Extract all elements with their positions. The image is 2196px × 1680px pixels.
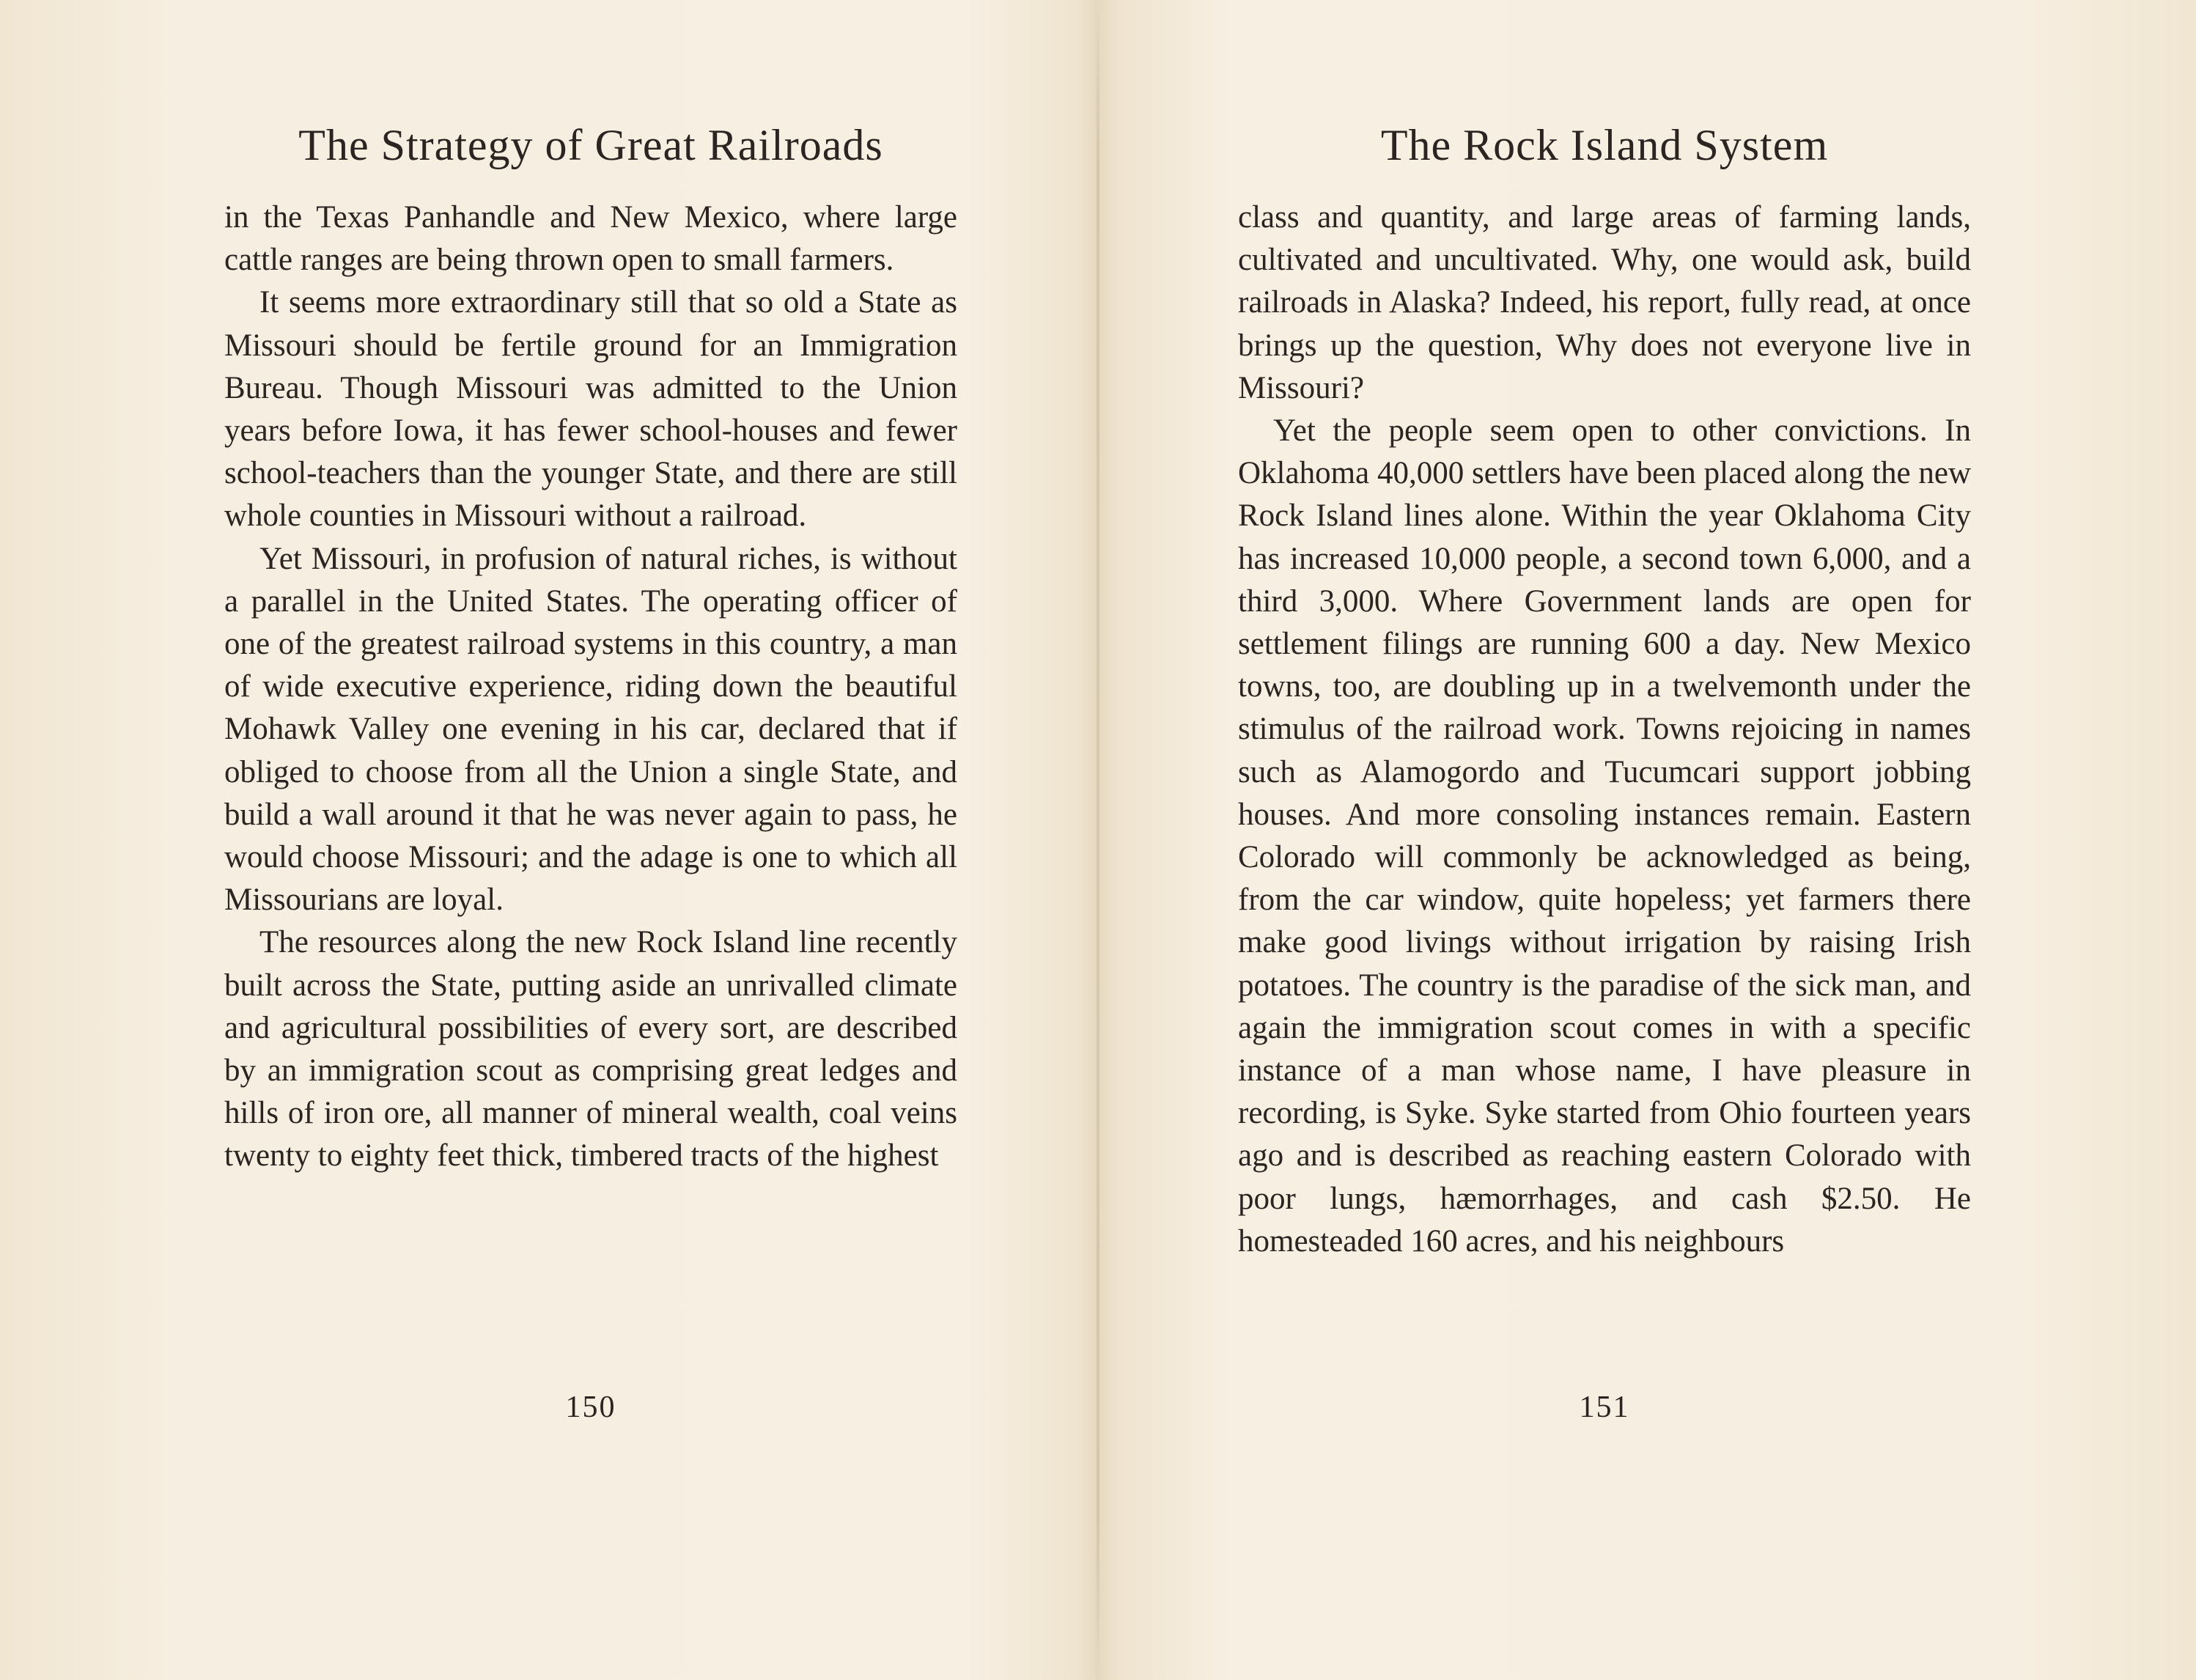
right-running-head: The Rock Island System <box>1380 121 1829 169</box>
left-page-body <box>224 196 957 1178</box>
right-page-body <box>1238 196 1971 1263</box>
right-page-number: 151 <box>1579 1390 1630 1424</box>
left-paragraph-1: in the Texas Panhandle and New Mexico, where large cattle ranges are being thrown open to small farmers. <box>224 200 957 278</box>
right-paragraph-2: Yet the people seem open to other convictions. In Oklahoma 40,000 settlers have been placed along the new Rock Island lines alone. Within the year Oklahoma City has increased 10,000 people, a second town 6,000, and a third 3,000. Where Government lands are open for settlement filings are running 600 a day. New Mexico towns, too, are doubling up in a twelvemonth under the stimulus of the railroad work. Towns rejoicing in names such as Alamogordo and Tucumcari support jobbing houses. And more consoling instances remain. Eastern Colorado will commonly be acknowledged as being, from the car window, quite hopeless; yet farmers there make good livings without irrigation by raising Irish potatoes. The country is the paradise of the sick man, and again the immigration scout comes in with a specific instance of a man whose name, I have pleasure in recording, is Syke. Syke started from Ohio fourteen years ago and is described as reaching eastern Colorado with poor lungs, hæmorrhages, and cash $2.50. He homesteaded 160 acres, and his neighbours <box>1238 413 1971 1259</box>
right-paragraph-1: class and quantity, and large areas of farming lands, cultivated and uncultivated. Why, one would ask, build railroads in Alaska? Indeed, his report, fully read, at once brings up the question, Why does not everyone live in Missouri? <box>1238 200 1971 405</box>
left-paragraph-2: It seems more extraordinary still that so old a State as Missouri should be fertile ground for an Immigration Bureau. Though Missouri was admitted to the Union years before Iowa, it has fewer school-houses and fewer school-teachers than the younger State, and there are still whole counties in Missouri without a railroad. <box>224 285 957 534</box>
left-page-number: 150 <box>565 1390 616 1424</box>
left-running-head: The Strategy of Great Railroads <box>298 121 883 169</box>
left-paragraph-3: Yet Missouri, in profusion of natural riches, is without a parallel in the United States. The operating officer of one of the greatest railroad systems in this country, a man of wide executive experience, riding down the beautiful Mohawk Valley one evening in his car, declared that if obliged to choose from all the Union a single State, and build a wall around it that he was never again to pass, he would choose Missouri; and the adage is one to which all Missourians are loyal. <box>224 541 957 918</box>
book-gutter <box>1097 0 1099 1680</box>
left-paragraph-4: The resources along the new Rock Island line recently built across the State, putting aside an unrivalled climate and agricultural possibilities of every sort, are described by an immigration scout as comprising great ledges and hills of iron ore, all manner of mineral wealth, coal veins twenty to eighty feet thick, timbered tracts of the highest <box>224 925 957 1174</box>
